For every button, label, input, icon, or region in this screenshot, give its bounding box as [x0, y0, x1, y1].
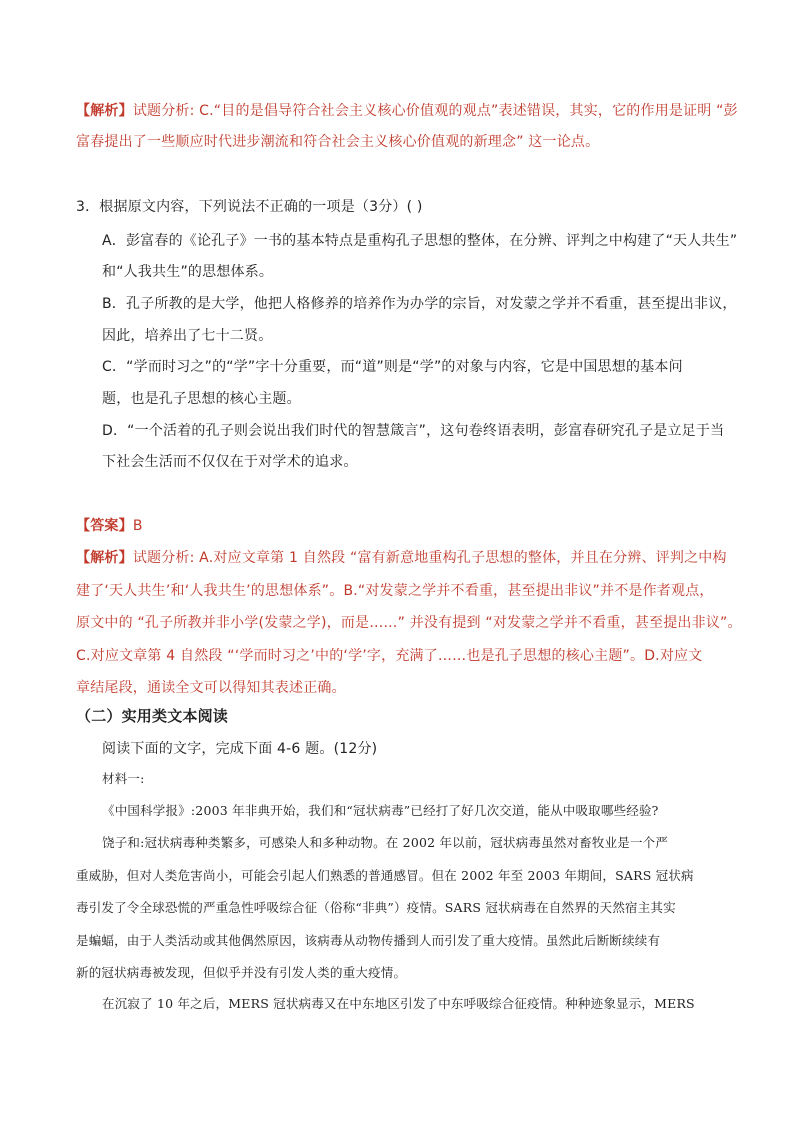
analysis-1-line-2: 富春提出了一些顺应时代进步潮流和符合社会主义核心价值观的新理念” 这一论点。 — [76, 134, 600, 150]
analysis-text: 试题分析: A.对应文章第 1 自然段 “富有新意地重构孔子思想的整体，并且在分辨、评判之中构 — [132, 550, 727, 566]
question-3-stem: 3．根据原文内容，下列说法不正确的一项是（3分）( ) — [76, 199, 423, 215]
material-paragraph-2-line-3: 毒引发了令全球恐慌的严重急性呼吸综合征（俗称“非典”）疫情。SARS 冠状病毒在自然界的天然宿主其实 — [76, 900, 676, 915]
analysis-tag: 【解析】 — [76, 550, 133, 566]
analysis-1-line-1 — [76, 101, 738, 121]
answer-3 — [76, 516, 143, 536]
material-paragraph-2-line-2: 重威胁，但对人类危害尚小，可能会引起人们熟悉的普通感冒。但在 2002 年至 2003 年期间，SARS 冠状病 — [76, 868, 694, 883]
option-c-line-1: C．“学而时习之”的“学”字十分重要，而“道”则是“学”的对象与内容，它是中国思想的基本问 — [102, 359, 683, 375]
option-d-line-1: D．“一个活着的孔子则会说出我们时代的智慧箴言”，这句卷终语表明，彭富春研究孔子是立足于当 — [102, 423, 725, 439]
option-b-line-1: B．孔子所教的是大学，他把人格修养的培养作为办学的宗旨，对发蒙之学并不看重，甚至提出非议， — [102, 296, 737, 312]
option-a-line-1: A．彭富春的《论孔子》一书的基本特点是重构孔子思想的整体，在分辨、评判之中构建了“天人共生” — [102, 233, 738, 249]
material-label: 材料一: — [102, 771, 145, 786]
analysis-text: 试题分析: C.“目的是倡导符合社会主义核心价值观的观点”表述错误，其实，它的作用是证明 “彭 — [132, 103, 738, 119]
answer-value: B — [132, 518, 143, 534]
analysis-3-line-5: 章结尾段，通读全文可以得知其表述正确。 — [76, 680, 346, 696]
material-paragraph-2-line-1: 饶子和:冠状病毒种类繁多，可感染人和多种动物。在 2002 年以前，冠状病毒虽然对畜牧业是一个严 — [102, 835, 669, 850]
material-paragraph-2-line-5: 新的冠状病毒被发现，但似乎并没有引发人类的重大疫情。 — [76, 965, 407, 980]
analysis-3-line-4: C.对应文章第 4 自然段 “‘学而时习之’中的‘学’字，充满了……也是孔子思想的核心主题”。D.对应文 — [76, 648, 703, 664]
option-b-line-2: 因此，培养出了七十二贤。 — [102, 328, 273, 344]
answer-tag: 【答案】 — [76, 518, 133, 534]
analysis-3-line-3: 原文中的 “孔子所教并非小学(发蒙之学)，而是……” 并没有提到 “对发蒙之学并不看重，甚至提出非议”。 — [76, 615, 742, 631]
option-a-line-2: 和“人我共生”的思想体系。 — [102, 264, 274, 280]
section-instruction: 阅读下面的文字，完成下面 4-6 题。(12分) — [102, 741, 378, 757]
material-paragraph-1: 《中国科学报》:2003 年非典开始，我们和“冠状病毒”已经打了好几次交道，能从中吸取哪些经验? — [102, 803, 659, 818]
option-c-line-2: 题，也是孔子思想的核心主题。 — [102, 391, 301, 407]
material-paragraph-3-line-1: 在沉寂了 10 年之后，MERS 冠状病毒又在中东地区引发了中东呼吸综合征疫情。种种迹象显示，MERS — [102, 996, 695, 1011]
section-heading: （二）实用类文本阅读 — [76, 707, 229, 725]
analysis-3-line-2: 建了‘天人共生’和‘人我共生’的思想体系”。B.“对发蒙之学并不看重，甚至提出非议”并不是作者观点， — [76, 583, 714, 599]
material-paragraph-2-line-4: 是蝙蝠，由于人类活动或其他偶然原因，该病毒从动物传播到人而引发了重大疫情。虽然此后断断续续有 — [76, 933, 661, 948]
option-d-line-2: 下社会生活而不仅仅在于对学术的追求。 — [102, 454, 358, 470]
analysis-3-line-1 — [76, 548, 727, 568]
analysis-tag: 【解析】 — [76, 103, 133, 119]
